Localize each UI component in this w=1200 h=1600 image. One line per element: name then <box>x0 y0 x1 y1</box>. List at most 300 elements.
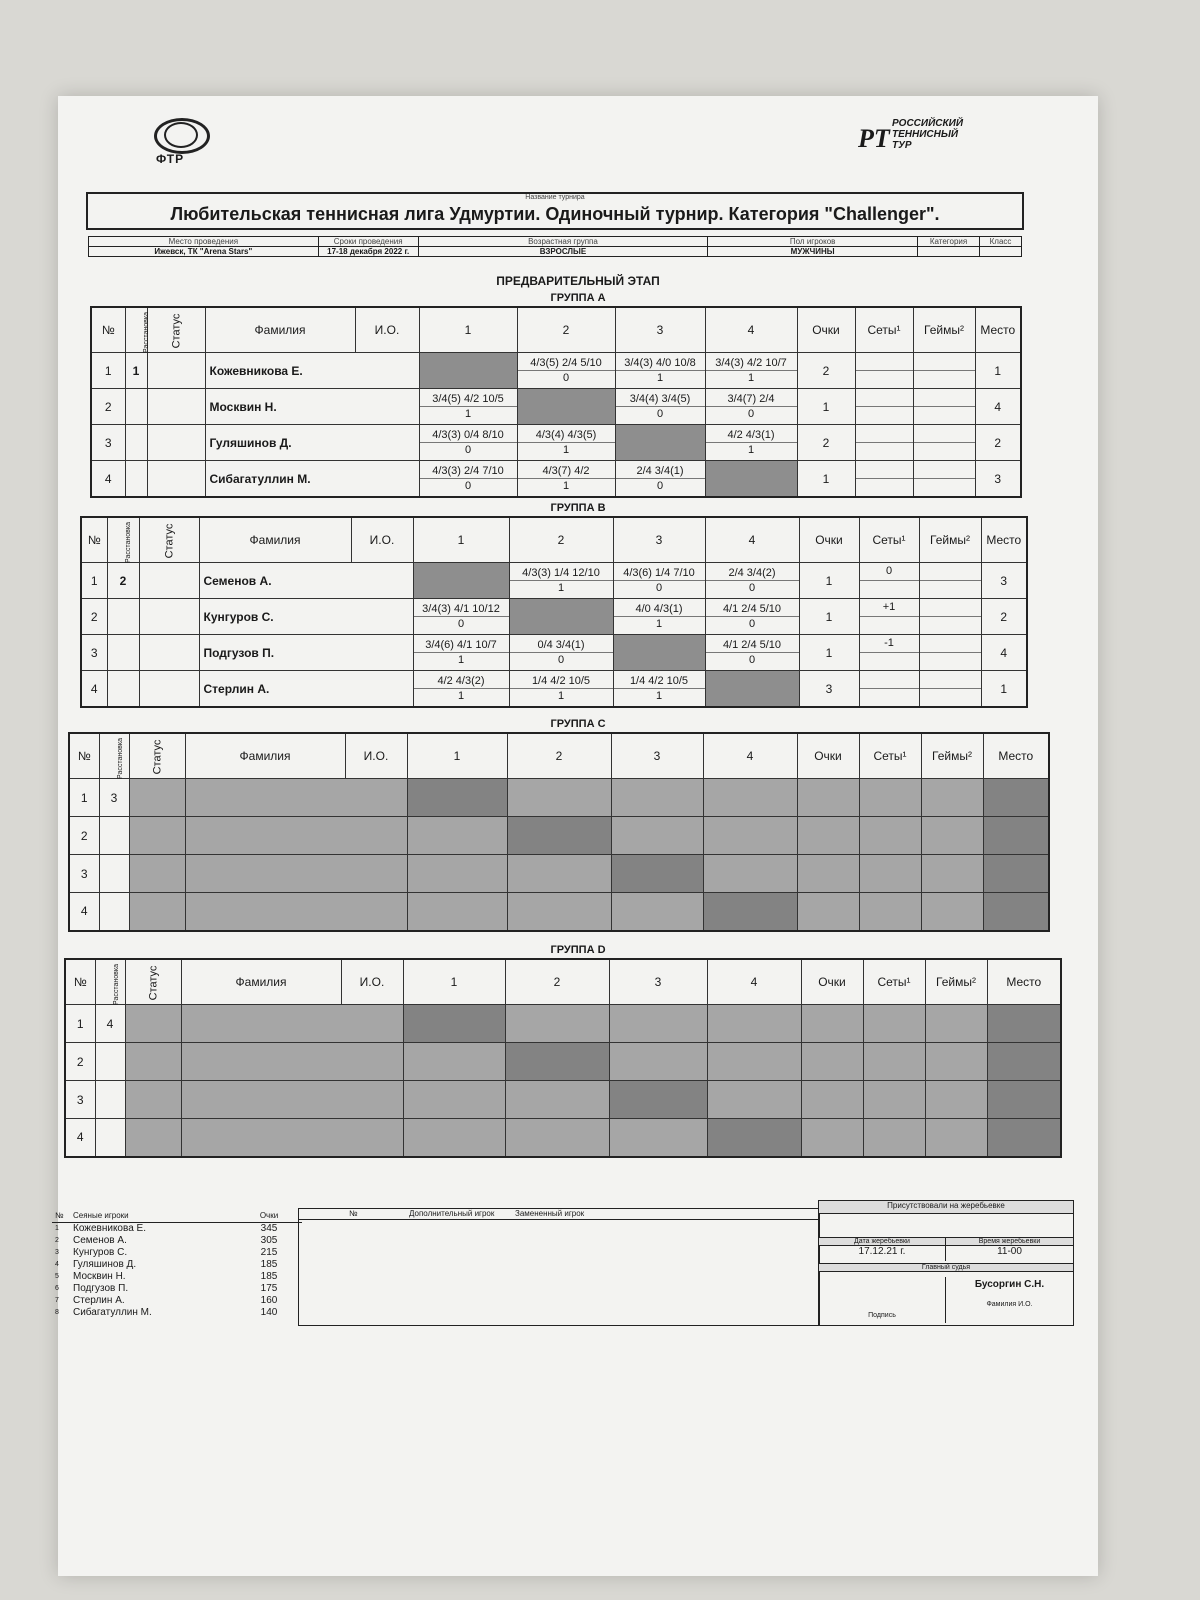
match-point: 1 <box>464 408 472 420</box>
sets-cell <box>855 353 913 389</box>
ftr-logo: ФТР <box>150 118 210 168</box>
status-cell <box>139 563 199 599</box>
match-result <box>407 855 507 893</box>
status-cell <box>139 671 199 708</box>
rtt-logo: РТ РОССИЙСКИЙ ТЕННИСНЫЙ ТУР <box>858 118 964 153</box>
seeded-points-header: Очки <box>236 1210 302 1223</box>
match-point: 1 <box>457 654 465 666</box>
match-score: 3/4(3) 4/2 10/7 <box>706 356 797 371</box>
seed-number: 8 <box>55 1309 59 1316</box>
seeded-player-name: Семенов А. <box>73 1235 127 1246</box>
sets-header: Сеты¹ <box>863 959 925 1005</box>
table-row <box>69 817 1049 855</box>
match-score: 4/3(5) 2/4 5/10 <box>518 356 615 371</box>
match-point: 0 <box>464 480 472 492</box>
points-cell <box>801 1005 863 1043</box>
extra-added-header: Дополнительный игрок <box>409 1209 495 1218</box>
match-point: 1 <box>655 690 663 702</box>
seed-cell <box>125 425 147 461</box>
games-header: Геймы² <box>925 959 987 1005</box>
col-3-header: 3 <box>611 733 703 779</box>
seeded-player-name: Кожевникова Е. <box>73 1223 146 1234</box>
match-score: 3/4(3) 4/1 10/12 <box>414 602 509 617</box>
seeded-player-points: 345 <box>260 1223 278 1234</box>
num-header: № <box>65 959 95 1005</box>
match-result <box>505 1081 609 1119</box>
match-result <box>613 671 705 708</box>
match-result <box>517 461 615 498</box>
status-cell <box>129 893 185 931</box>
draw-time: 11-00 <box>997 1246 1022 1257</box>
seed-number: 7 <box>55 1297 59 1304</box>
match-result <box>613 599 705 635</box>
seed-number: 3 <box>55 1249 59 1256</box>
group-b-table <box>80 516 1028 708</box>
match-point: 1 <box>557 582 565 594</box>
games-cell <box>919 563 981 599</box>
col-3-header: 3 <box>615 307 705 353</box>
points-cell: 1 <box>799 599 859 635</box>
row-num: 2 <box>65 1043 95 1081</box>
status-header: Статус <box>125 959 181 1005</box>
games-cell <box>913 353 975 389</box>
status-header: Статус <box>139 517 199 563</box>
seeded-player-row <box>52 1259 302 1271</box>
seed-cell: 2 <box>107 563 139 599</box>
row-num: 2 <box>81 599 107 635</box>
games-cell <box>919 635 981 671</box>
row-num: 1 <box>69 779 99 817</box>
sets-cell: 0 <box>859 563 919 599</box>
points-header: Очки <box>801 959 863 1005</box>
group-c-table <box>68 732 1050 932</box>
row-num: 3 <box>91 425 125 461</box>
match-point: 1 <box>656 372 664 384</box>
initials-header: И.О. <box>345 733 407 779</box>
status-header: Статус <box>129 733 185 779</box>
row-num: 2 <box>91 389 125 425</box>
row-num: 4 <box>81 671 107 708</box>
status-cell <box>147 389 205 425</box>
player-name: Семенов А. <box>199 563 413 599</box>
match-result <box>507 855 611 893</box>
self-cell <box>615 425 705 461</box>
seeded-player-name: Кунгуров С. <box>73 1247 128 1258</box>
seeded-player-row <box>52 1271 302 1283</box>
sets-cell: -1 <box>859 635 919 671</box>
place-cell <box>987 1005 1061 1043</box>
points-cell: 3 <box>799 671 859 708</box>
match-point: 1 <box>457 690 465 702</box>
seeded-player-name: Гуляшинов Д. <box>73 1259 137 1270</box>
row-num: 3 <box>69 855 99 893</box>
col-2-header: 2 <box>507 733 611 779</box>
table-row <box>69 855 1049 893</box>
sets-cell <box>863 1043 925 1081</box>
table-row <box>81 599 1027 635</box>
match-point: 1 <box>562 480 570 492</box>
match-result <box>509 671 613 708</box>
table-row <box>65 1043 1061 1081</box>
player-name <box>185 855 407 893</box>
player-name: Кожевникова Е. <box>205 353 419 389</box>
match-result <box>403 1119 505 1157</box>
games-cell <box>921 893 983 931</box>
initials-header: И.О. <box>341 959 403 1005</box>
draw-time-label: Время жеребьевки <box>946 1237 1073 1246</box>
points-cell <box>797 855 859 893</box>
match-result <box>505 1119 609 1157</box>
match-point: 0 <box>655 582 663 594</box>
sets-cell <box>855 389 913 425</box>
info-caption: Класс <box>980 237 1022 247</box>
seed-number: 6 <box>55 1285 59 1292</box>
seed-cell <box>99 817 129 855</box>
status-cell <box>147 425 205 461</box>
status-cell <box>147 461 205 498</box>
col-1-header: 1 <box>419 307 517 353</box>
dates: 17-18 декабря 2022 г. <box>318 247 418 257</box>
match-point: 0 <box>656 480 664 492</box>
place-cell <box>987 1081 1061 1119</box>
num-header: № <box>81 517 107 563</box>
games-cell <box>925 1119 987 1157</box>
place-cell: 4 <box>975 389 1021 425</box>
seed-cell: 1 <box>125 353 147 389</box>
table-row <box>81 563 1027 599</box>
table-row <box>69 779 1049 817</box>
seed-number: 5 <box>55 1273 59 1280</box>
row-num: 2 <box>69 817 99 855</box>
points-cell: 1 <box>797 461 855 498</box>
place-cell <box>987 1043 1061 1081</box>
match-result <box>517 353 615 389</box>
match-score: 3/4(7) 2/4 <box>706 392 797 407</box>
place-cell <box>987 1119 1061 1157</box>
games-cell <box>913 425 975 461</box>
place-header: Место <box>975 307 1021 353</box>
row-num: 4 <box>91 461 125 498</box>
match-result <box>613 563 705 599</box>
self-cell <box>705 671 799 708</box>
seeded-player-row <box>52 1295 302 1307</box>
surname-header: Фамилия <box>199 517 351 563</box>
initials-header: И.О. <box>355 307 419 353</box>
player-name <box>181 1119 403 1157</box>
sets-cell <box>859 855 921 893</box>
seed-cell <box>107 599 139 635</box>
points-cell: 1 <box>799 635 859 671</box>
seeded-player-name: Москвин Н. <box>73 1271 126 1282</box>
match-result <box>707 1043 801 1081</box>
tournament-info-table <box>88 236 1022 257</box>
surname-header: Фамилия <box>205 307 355 353</box>
games-cell <box>925 1043 987 1081</box>
self-cell <box>613 635 705 671</box>
seed-cell <box>99 855 129 893</box>
points-header: Очки <box>797 307 855 353</box>
draw-info-box <box>818 1200 1074 1326</box>
title-caption: Название турнира <box>525 194 585 201</box>
seeded-player-points: 140 <box>260 1307 278 1318</box>
seed-cell <box>107 635 139 671</box>
group-b-title: ГРУППА В <box>550 502 606 514</box>
match-result <box>609 1005 707 1043</box>
sets-header: Сеты¹ <box>859 733 921 779</box>
seeded-num-header: № <box>52 1210 70 1223</box>
draw-date: 17.12.21 г. <box>858 1246 906 1257</box>
signature-field <box>819 1277 946 1323</box>
place-header: Место <box>987 959 1061 1005</box>
match-point: 1 <box>557 690 565 702</box>
seeded-player-name: Стерлин А. <box>73 1295 125 1306</box>
match-score: 4/3(6) 1/4 7/10 <box>614 566 705 581</box>
points-header: Очки <box>799 517 859 563</box>
sets-cell <box>855 425 913 461</box>
sets-cell <box>859 779 921 817</box>
match-result <box>507 893 611 931</box>
judge-name-caption: Фамилия И.О. <box>986 1301 1033 1308</box>
match-result <box>703 779 797 817</box>
sets-cell <box>863 1081 925 1119</box>
place-cell <box>983 893 1049 931</box>
self-cell <box>505 1043 609 1081</box>
seed-cell <box>95 1119 125 1157</box>
num-header: № <box>69 733 99 779</box>
points-cell <box>797 893 859 931</box>
row-num: 1 <box>91 353 125 389</box>
match-result <box>509 635 613 671</box>
self-cell <box>419 353 517 389</box>
seeded-player-row <box>52 1307 302 1319</box>
tournament-title: Любительская теннисная лига Удмуртии. Одиночный турнир. Категория "Challenger". <box>170 204 940 224</box>
match-result <box>419 389 517 425</box>
games-header: Геймы² <box>913 307 975 353</box>
games-header: Геймы² <box>921 733 983 779</box>
table-row <box>65 1081 1061 1119</box>
match-point: 0 <box>747 408 755 420</box>
seed-header: Расстановка <box>95 959 125 1005</box>
sets-header: Сеты¹ <box>859 517 919 563</box>
match-point: 0 <box>748 582 756 594</box>
seeded-player-points: 185 <box>260 1259 278 1270</box>
match-result <box>615 389 705 425</box>
age-group: ВЗРОСЛЫЕ <box>418 247 708 257</box>
place-header: Место <box>983 733 1049 779</box>
status-cell <box>125 1119 181 1157</box>
sets-cell: +1 <box>859 599 919 635</box>
match-result <box>703 855 797 893</box>
seeded-player-name: Сибагатуллин М. <box>73 1307 152 1318</box>
place-cell: 1 <box>975 353 1021 389</box>
match-score: 4/3(3) 2/4 7/10 <box>420 464 517 479</box>
match-result <box>705 599 799 635</box>
status-cell <box>129 779 185 817</box>
match-score: 4/3(4) 4/3(5) <box>518 428 615 443</box>
seed-cell <box>125 389 147 425</box>
seeded-player-points: 175 <box>260 1283 278 1294</box>
surname-header: Фамилия <box>185 733 345 779</box>
match-score: 3/4(3) 4/0 10/8 <box>616 356 705 371</box>
match-result <box>609 1119 707 1157</box>
match-result <box>517 425 615 461</box>
match-score: 2/4 3/4(1) <box>616 464 705 479</box>
points-cell <box>797 779 859 817</box>
points-cell: 1 <box>797 389 855 425</box>
group-d-title: ГРУППА D <box>550 944 606 956</box>
self-cell <box>517 389 615 425</box>
info-caption: Место проведения <box>89 237 319 247</box>
seed-cell <box>95 1081 125 1119</box>
match-score: 4/2 4/3(2) <box>414 674 509 689</box>
col-2-header: 2 <box>505 959 609 1005</box>
class <box>980 247 1022 257</box>
games-cell <box>925 1081 987 1119</box>
player-name: Подгузов П. <box>199 635 413 671</box>
seed-cell <box>99 893 129 931</box>
status-cell <box>125 1081 181 1119</box>
points-cell <box>801 1081 863 1119</box>
extra-replaced-header: Замененный игрок <box>515 1209 585 1218</box>
extra-players-box <box>298 1208 820 1326</box>
table-row <box>91 425 1021 461</box>
seed-number: 1 <box>55 1225 59 1232</box>
col-1-header: 1 <box>413 517 509 563</box>
seeded-player-row <box>52 1283 302 1295</box>
match-result <box>611 817 703 855</box>
col-2-header: 2 <box>517 307 615 353</box>
col-3-header: 3 <box>609 959 707 1005</box>
games-cell <box>921 817 983 855</box>
player-name: Гуляшинов Д. <box>205 425 419 461</box>
seed-cell <box>107 671 139 708</box>
match-result <box>615 461 705 498</box>
table-row <box>81 671 1027 708</box>
place-cell <box>983 779 1049 817</box>
self-cell <box>407 779 507 817</box>
place-header: Место <box>981 517 1027 563</box>
group-a-table <box>90 306 1022 498</box>
games-cell <box>919 671 981 708</box>
seeded-player-points: 160 <box>260 1295 278 1306</box>
match-result <box>703 817 797 855</box>
category <box>918 247 980 257</box>
seeded-player-points: 185 <box>260 1271 278 1282</box>
games-cell <box>913 389 975 425</box>
table-row <box>69 893 1049 931</box>
player-name <box>181 1081 403 1119</box>
seeded-player-row <box>52 1235 302 1247</box>
place-cell: 1 <box>981 671 1027 708</box>
place-cell: 2 <box>981 599 1027 635</box>
points-cell <box>801 1043 863 1081</box>
games-cell <box>913 461 975 498</box>
sets-header: Сеты¹ <box>855 307 913 353</box>
match-result <box>615 353 705 389</box>
status-cell <box>129 855 185 893</box>
info-caption: Возрастная группа <box>418 237 708 247</box>
games-cell <box>921 855 983 893</box>
group-d-table <box>64 958 1062 1158</box>
match-score: 1/4 4/2 10/5 <box>614 674 705 689</box>
row-num: 3 <box>65 1081 95 1119</box>
col-4-header: 4 <box>707 959 801 1005</box>
seeded-player-points: 215 <box>260 1247 278 1258</box>
match-point: 1 <box>562 444 570 456</box>
table-row <box>91 353 1021 389</box>
seeded-player-row <box>52 1247 302 1259</box>
row-num: 3 <box>81 635 107 671</box>
table-row <box>65 1119 1061 1157</box>
match-result <box>403 1043 505 1081</box>
group-c-title: ГРУППА С <box>550 718 606 730</box>
match-result <box>705 563 799 599</box>
seeded-players-table <box>52 1210 302 1319</box>
match-result <box>505 1005 609 1043</box>
self-cell <box>403 1005 505 1043</box>
points-cell <box>801 1119 863 1157</box>
status-cell <box>125 1043 181 1081</box>
match-score: 4/3(7) 4/2 <box>518 464 615 479</box>
row-num: 4 <box>65 1119 95 1157</box>
col-2-header: 2 <box>509 517 613 563</box>
seed-cell: 3 <box>99 779 129 817</box>
match-result <box>507 779 611 817</box>
self-cell <box>413 563 509 599</box>
col-3-header: 3 <box>613 517 705 563</box>
player-name <box>185 893 407 931</box>
points-cell: 1 <box>799 563 859 599</box>
surname-header: Фамилия <box>181 959 341 1005</box>
seed-cell <box>95 1043 125 1081</box>
table-row <box>81 635 1027 671</box>
sets-cell <box>859 671 919 708</box>
col-4-header: 4 <box>705 517 799 563</box>
match-result <box>707 1081 801 1119</box>
info-caption: Сроки проведения <box>318 237 418 247</box>
row-num: 1 <box>81 563 107 599</box>
seed-cell: 4 <box>95 1005 125 1043</box>
player-name: Москвин Н. <box>205 389 419 425</box>
match-score: 4/0 4/3(1) <box>614 602 705 617</box>
seed-header: Расстановка <box>99 733 129 779</box>
match-result <box>509 563 613 599</box>
sets-cell <box>859 817 921 855</box>
match-score: 4/3(3) 1/4 12/10 <box>510 566 613 581</box>
row-num: 1 <box>65 1005 95 1043</box>
row-num: 4 <box>69 893 99 931</box>
player-name <box>185 779 407 817</box>
match-point: 1 <box>655 618 663 630</box>
col-4-header: 4 <box>703 733 797 779</box>
info-caption: Пол игроков <box>708 237 918 247</box>
match-point: 1 <box>747 444 755 456</box>
match-result <box>413 635 509 671</box>
match-result <box>419 425 517 461</box>
games-header: Геймы² <box>919 517 981 563</box>
match-score: 3/4(5) 4/2 10/5 <box>420 392 517 407</box>
match-score: 4/3(3) 0/4 8/10 <box>420 428 517 443</box>
self-cell <box>705 461 797 498</box>
sets-cell <box>859 893 921 931</box>
col-1-header: 1 <box>407 733 507 779</box>
bottom-section <box>52 1200 1072 1326</box>
extra-num-header: № <box>349 1209 358 1218</box>
status-cell <box>147 353 205 389</box>
sets-cell <box>863 1005 925 1043</box>
place-cell <box>983 817 1049 855</box>
self-cell <box>703 893 797 931</box>
